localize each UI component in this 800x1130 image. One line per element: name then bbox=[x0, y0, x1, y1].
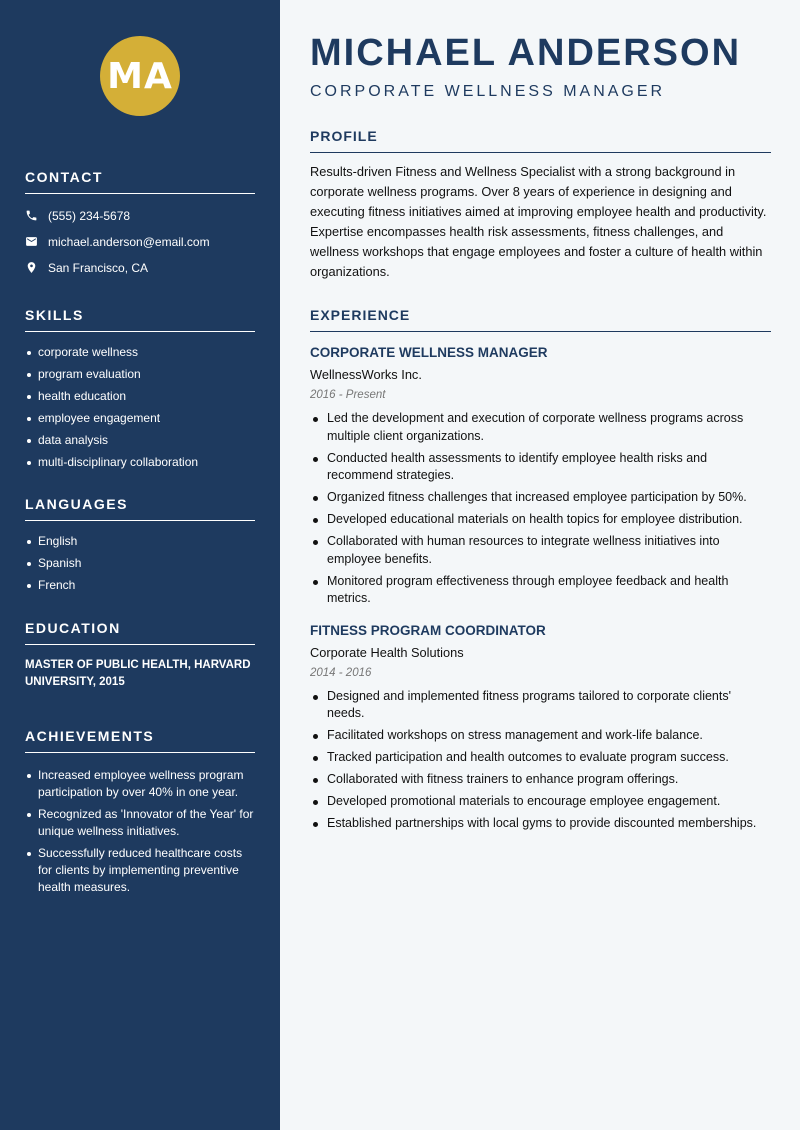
job-dates: 2016 - Present bbox=[310, 389, 386, 401]
main-content bbox=[280, 0, 800, 1130]
job-bullet: Facilitated workshops on stress management and work-life balance. bbox=[310, 727, 771, 745]
phone-text: (555) 234-5678 bbox=[48, 208, 131, 223]
email-icon bbox=[25, 235, 38, 248]
job-bullet: Monitored program effectiveness through employee feedback and health metrics. bbox=[310, 573, 771, 608]
language-item: French bbox=[25, 577, 255, 594]
education-section bbox=[25, 620, 255, 691]
job-bullet: Tracked participation and health outcomes to evaluate program success. bbox=[310, 749, 771, 767]
language-item: English bbox=[25, 533, 255, 550]
skill-item: employee engagement bbox=[25, 410, 255, 427]
languages-list bbox=[25, 533, 255, 594]
job-bullet: Established partnerships with local gyms to provide discounted memberships. bbox=[310, 815, 771, 833]
achievement-item: Successfully reduced healthcare costs for clients by implementing preventive health measures. bbox=[25, 845, 255, 896]
job-bullets bbox=[310, 410, 771, 608]
achievements-heading: ACHIEVEMENTS bbox=[25, 728, 255, 753]
job-role: FITNESS PROGRAM COORDINATOR bbox=[310, 622, 546, 638]
contact-heading: CONTACT bbox=[25, 169, 255, 194]
location-text: San Francisco, CA bbox=[48, 260, 149, 275]
skill-item: program evaluation bbox=[25, 366, 255, 383]
job-entry bbox=[310, 622, 771, 833]
language-item: Spanish bbox=[25, 555, 255, 572]
location-pin-icon bbox=[25, 261, 38, 274]
languages-heading: LANGUAGES bbox=[25, 496, 255, 521]
profile-text: Results-driven Fitness and Wellness Specialist with a strong background in corporate wellness programs. Over 8 years of experience in designing and executing fitness initiatives aimed at improving employee health and productivity. Expertise encompasses health risk assessments, fitness challenges, and wellness workshops that engage employees and foster a culture of health within organizations. bbox=[310, 164, 767, 279]
job-bullet: Conducted health assessments to identify employee health risks and recommend strategies. bbox=[310, 450, 771, 485]
contact-location bbox=[25, 260, 255, 275]
job-bullets bbox=[310, 688, 771, 833]
job-bullet: Developed educational materials on health topics for employee distribution. bbox=[310, 511, 771, 529]
languages-section bbox=[25, 496, 255, 594]
job-bullet: Designed and implemented fitness programs tailored to corporate clients' needs. bbox=[310, 688, 771, 723]
achievements-section bbox=[25, 728, 255, 896]
profile-heading: PROFILE bbox=[310, 128, 771, 153]
avatar: MA bbox=[100, 36, 180, 116]
contact-section bbox=[25, 169, 255, 275]
achievements-list bbox=[25, 767, 255, 896]
job-company: WellnessWorks Inc. bbox=[310, 367, 422, 382]
job-entry bbox=[310, 344, 771, 608]
candidate-name: MICHAEL ANDERSON bbox=[310, 32, 742, 74]
job-dates: 2014 - 2016 bbox=[310, 666, 372, 679]
profile-section bbox=[310, 128, 771, 282]
sidebar bbox=[0, 0, 280, 1130]
experience-heading: EXPERIENCE bbox=[310, 307, 771, 332]
skills-heading: SKILLS bbox=[25, 307, 255, 332]
achievement-item: Recognized as 'Innovator of the Year' for unique wellness initiatives. bbox=[25, 806, 255, 840]
job-role: CORPORATE WELLNESS MANAGER bbox=[310, 345, 548, 360]
education-heading: EDUCATION bbox=[25, 620, 255, 645]
skills-list bbox=[25, 344, 255, 471]
achievement-item: Increased employee wellness program participation by over 40% in one year. bbox=[25, 767, 255, 801]
phone-icon bbox=[25, 209, 38, 222]
skill-item: multi-disciplinary collaboration bbox=[25, 454, 255, 471]
skill-item: data analysis bbox=[25, 432, 255, 449]
job-bullet: Developed promotional materials to encourage employee engagement. bbox=[310, 793, 771, 811]
job-company: Corporate Health Solutions bbox=[310, 644, 464, 660]
candidate-title: CORPORATE WELLNESS MANAGER bbox=[310, 83, 666, 100]
skills-section bbox=[25, 307, 255, 471]
job-bullet: Collaborated with fitness trainers to enhance program offerings. bbox=[310, 771, 771, 789]
email-text: michael.anderson@email.com bbox=[48, 234, 210, 249]
education-text: MASTER OF PUBLIC HEALTH, HARVARD UNIVERSITY, 2015 bbox=[25, 659, 251, 688]
job-bullet: Organized fitness challenges that increased employee participation by 50%. bbox=[310, 489, 771, 507]
job-bullet: Led the development and execution of corporate wellness programs across multiple client organizations. bbox=[310, 410, 771, 445]
skill-item: health education bbox=[25, 388, 255, 405]
contact-phone bbox=[25, 208, 255, 223]
contact-email bbox=[25, 234, 255, 249]
experience-section bbox=[310, 307, 771, 833]
skill-item: corporate wellness bbox=[25, 344, 255, 361]
job-bullet: Collaborated with human resources to integrate wellness initiatives into employee benefits. bbox=[310, 533, 771, 568]
